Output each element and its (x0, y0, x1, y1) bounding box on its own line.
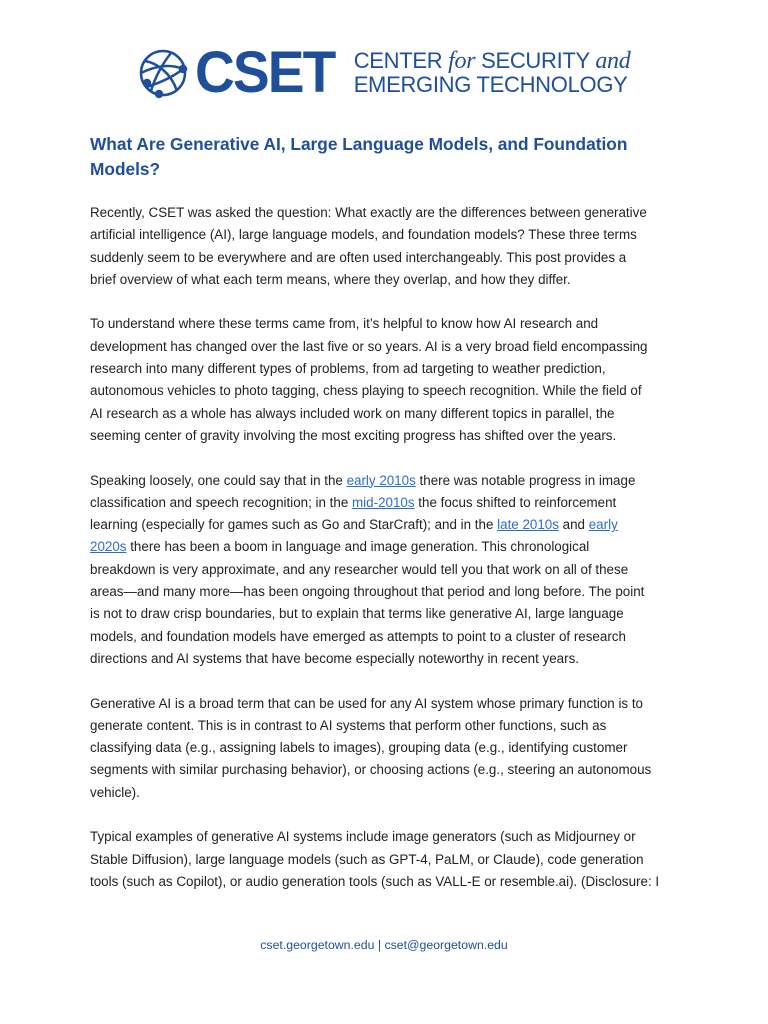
text-line (90, 514, 690, 536)
text-line (90, 247, 690, 269)
text-segment: Generative AI is a broad term that can be used for any AI system whose primary function is to (90, 695, 644, 711)
article-title: What Are Generative AI, Large Language Models, and Foundation Models? (90, 134, 628, 179)
logo-tagline: CENTER for SECURITY and EMERGING TECHNOLOGY (353, 48, 631, 97)
text-segment: the focus shifted to reinforcement (414, 494, 617, 510)
footer-site-link[interactable]: cset.georgetown.edu (260, 938, 375, 952)
text-segment: there was notable progress in image (415, 472, 636, 488)
text-segment: breakdown is very approximate, and any researcher would tell you that work on all of these (90, 561, 629, 577)
text-segment: generate content. This is in contrast to AI systems that perform other functions, such as (90, 717, 607, 733)
inline-link[interactable]: early (588, 517, 618, 533)
text-line (90, 269, 690, 291)
text-segment: directions and AI systems that have become especially noteworthy in recent years. (90, 650, 580, 666)
paragraph (90, 693, 690, 804)
footer-email-link[interactable]: cset@georgetown.edu (384, 938, 508, 952)
text-line (90, 849, 690, 871)
text-segment: learning (especially for games such as Go and StarCraft); and in the (90, 517, 498, 533)
text-segment: is not to draw crisp boundaries, but to explain that terms like generative AI, large language (90, 606, 624, 622)
text-segment: there has been a boom in language and image generation. This chronological (126, 539, 590, 555)
text-line (90, 737, 690, 759)
text-line (90, 603, 690, 625)
inline-link[interactable]: early 2010s (346, 472, 416, 488)
paragraph (90, 313, 690, 447)
text-line (90, 871, 690, 893)
text-segment: brief overview of what each term means, where they overlap, and how they differ. (90, 271, 571, 287)
article-body (90, 202, 690, 916)
paragraph (90, 202, 690, 291)
text-line (90, 536, 690, 558)
paragraph (90, 826, 690, 893)
inline-link[interactable]: mid-2010s (352, 494, 415, 510)
text-segment: Recently, CSET was asked the question: What exactly are the differences between generative (90, 205, 647, 220)
text-segment: classification and speech recognition; in the (90, 494, 353, 510)
text-segment: development has changed over the last five or so years. AI is a very broad field encompassing (90, 338, 648, 354)
text-segment: artificial intelligence (AI), large language models, and foundation models? These three terms (90, 227, 637, 243)
inline-link[interactable]: 2020s (90, 539, 127, 555)
text-line (90, 782, 690, 804)
text-line (90, 693, 690, 715)
text-line (90, 492, 690, 514)
text-line (90, 715, 690, 737)
text-segment: suddenly seem to be everywhere and are often used interchangeably. This post provides a (90, 249, 627, 265)
text-segment: Typical examples of generative AI systems include image generators (such as Midjourney or (90, 829, 636, 845)
text-segment: and (558, 517, 589, 533)
cset-logo (137, 38, 630, 108)
text-line (90, 826, 690, 848)
text-line (90, 759, 690, 781)
text-line (90, 581, 690, 603)
text-segment: segments with similar purchasing behavior), or choosing actions (e.g., steering an autonomous (90, 762, 652, 778)
text-line (90, 425, 690, 447)
text-segment: areas—and many more—has been ongoing throughout that period and long before. The point (90, 584, 645, 600)
text-segment: autonomous vehicles to photo tagging, chess playing to speech recognition. While the field of (90, 383, 642, 399)
text-line (90, 336, 690, 358)
text-segment: Stable Diffusion), large language models (such as GPT-4, PaLM, or Claude), code generation (90, 851, 644, 867)
text-line (90, 358, 690, 380)
text-segment: Speaking loosely, one could say that in the (90, 472, 347, 488)
text-line (90, 559, 690, 581)
text-line (90, 648, 690, 670)
text-line (90, 224, 690, 246)
text-segment: tools (such as Copilot), or audio generation tools (such as VALL-E or resemble.ai). (Disclosure: I (90, 873, 660, 889)
logo-mark: CSET (195, 40, 335, 105)
footer: cset.georgetown.edu | cset@georgetown.edu (260, 938, 508, 952)
inline-link[interactable]: late 2010s (497, 517, 559, 533)
text-segment: vehicle). (90, 784, 140, 800)
text-segment: seeming center of gravity involving the most exciting progress has shifted over the years. (90, 427, 617, 443)
text-line (90, 403, 690, 425)
text-segment: models, and foundation models have emerged as attempts to point to a cluster of research (90, 628, 626, 644)
globe-network-icon (137, 47, 189, 99)
text-line (90, 470, 690, 492)
paragraph (90, 470, 690, 671)
text-segment: AI research as a whole has always included work on many different topics in parallel, the (90, 405, 615, 421)
text-segment: research into many different types of problems, from ad targeting to weather prediction, (90, 361, 606, 377)
text-segment: To understand where these terms came from, it’s helpful to know how AI research and (90, 316, 599, 332)
text-line (90, 313, 690, 335)
text-line (90, 202, 690, 224)
text-segment: classifying data (e.g., assigning labels to images), grouping data (e.g., identifying customer (90, 740, 628, 756)
text-line (90, 380, 690, 402)
text-line (90, 626, 690, 648)
